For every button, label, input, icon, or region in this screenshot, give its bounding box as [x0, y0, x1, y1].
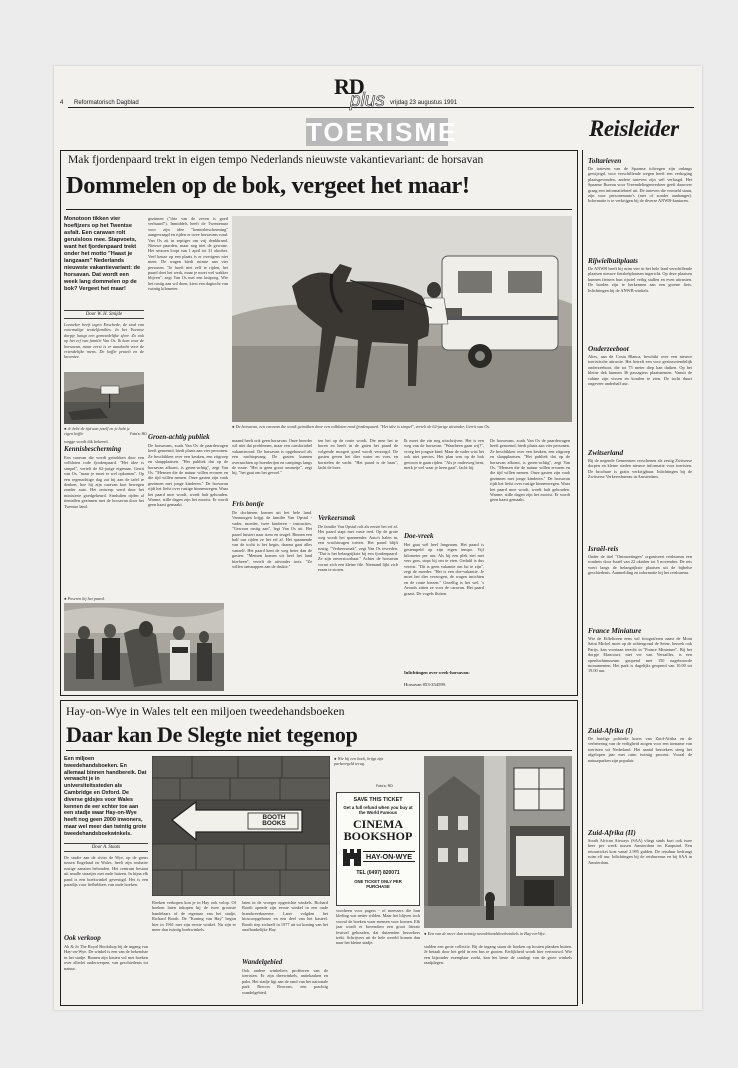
section-title: TOERISME: [306, 117, 458, 147]
article-2-col3-text: laten in de vroeger opgerichte winkels. Richard Booth opende zijn eerste winkel in een oude brandweerkazerne. Later volgden het bioscoopgebouw en een deel van het kasteel. Booth riep zichzelf in 1977 uit tot koning van het onafhankelijke Hay.: [242, 900, 328, 933]
article-1-lead: Monotoon tikken vier hoefijzers op het Twentse asfalt. Een caravan rolt geruisloos mee. Stapvoets, want het fjordenpaard trekt onder het motto "Haast je langzaam" Nederlands nieuwste vakantievariant: de horsavan. Dat wordt een week lang dommelen op de bok? Vergeet het maar!: [64, 216, 141, 292]
sidebar-body-5: Wie de Eiffeltoren eens wil fotograferen naast de Mont Saint Michel moet op de achtergrond de Seine, bezoek ook Parijs, kan voortaan terecht in "France Miniature". Bij het dorpje Elancourt, niet ver van Versailles, is een openluchtmuseum geopend met 150 nagebouwde monumenten. Het park is dagelijks geopend van 10.00 tot 19.00 uur.: [588, 636, 692, 674]
ticket-place: HAY-ON-WYE: [363, 851, 415, 862]
article-2-col2-text: Boeken verkopen kon je in Hay ook volop. Of boeken laten inkopen bij de twee grootste handelaars of de eigenaar van het stadje, Richard Booth. De "Koning van Hay" begon hier in 1961 met zijn eerste winkel. Nu zijn er meer dan twintig boekwinkels.: [152, 900, 236, 933]
article-2-text1: De studie aan de rivier de Wye, op de grens tussen Engeland en Wales, heeft zijn roubaire rustige aanzien behouden. Het centrum bestaat uit smalle straatjes met oude huizen. In bijna elk pand is een boekwinkel gevestigd. Het is een paradijs voor liefhebbers van oude boeken.: [64, 855, 148, 888]
subhead-groen: Groen-achtig publiek: [148, 433, 210, 441]
ticket-offer: Get a full refund when you buy at the World Famous: [343, 805, 413, 815]
caption-sign: [64, 426, 134, 436]
article-1-col3-text2: De dochteren komen uit het hele land. Vanmorgen krijgt de familie Van Opstal - vader, moeder, twee kinderen - instructies. "Gewoon rustig aan", legt Van Os uit. Het paard luistert naar stem en teugel. Binnen een half uur rijden ze het erf af. Het spannende van de tocht is het begin, daarna gaat alles vanzelf. Het paard kent de weg beter dan de gasten. "Mensen komen uit heel het land hierheen", vertelt de uitvinder trots. "Ze willen ontsnappen aan de drukte.": [232, 510, 312, 570]
subhead-fris: Fris bontje: [232, 500, 264, 508]
castle-icon: [341, 845, 363, 867]
reisleider-logo: Reisleider: [589, 116, 679, 141]
sidebar-body-6: De huidige politieke koers van Zuid-Afrika en de verbetering van de veiligheid zorgen voor een toename van toeristen uit Nederland. Het aantal bezoekers steeg het afgelopen jaar met ruim twintig procent. Vooral de natuurparken zijn populair.: [588, 736, 692, 763]
sidebar-title-6: Zuid-Afrika (I): [588, 727, 633, 735]
bullet-icon: ●: [334, 756, 338, 761]
caption-people-text: Poseren bij het paard.: [67, 596, 105, 601]
caption-ticket: [334, 756, 390, 766]
article-1-col5-text2: Het gaat wèl heel langzaam. Het paard is gestempeld op zijn eigen tempo. Vijf kilometer per uur. Als hij een plek ziet met vers gras, stopt hij om te eten. Geduld is dus vereist. "Dit is geen vakantie om lui te zijn", zegt de moeder. "Het is een doe-vakantie. Je moet het dier verzorgen, de wagen inrichten en de route kiezen." Gezellig is het wel. 's Avonds zitten ze voor de caravan. Het paard graast. De vogels fluiten.: [404, 542, 484, 596]
sidebar-title-3: Zwitserland: [588, 449, 624, 457]
caption-main-text: De horsavan, een caravan die wordt getrokken door een volbloten rood fjordenpaard. "Het idee is simpel", vertelt de 62-jarige uitvinder, Gerrit van Os.: [235, 424, 491, 429]
article-1-col5-text: Ik moet die zin nog uitschrijven. Het is een weg van de horsavan. "Waarheen gaan wij?", vroeg het jongste kind. Maar de vader wist het ook niet precies. Het plan was op de bok gewoon te gaan rijden. "Als je onderweg bent, merk je wel waar je heen gaat", lacht hij.: [404, 438, 484, 471]
article-2-headline: Daar kan De Slegte niet tegenop: [66, 722, 358, 747]
ticket-name2: BOOKSHOP: [343, 829, 413, 843]
issue-date: vrijdag 23 augustus 1991: [390, 100, 458, 106]
sidebar-title-7: Zuid-Afrika (II): [588, 829, 636, 837]
logo-plus: plus: [350, 90, 385, 111]
photo-horsavan: [232, 216, 572, 422]
sidebar-title-5: France Miniature: [588, 627, 642, 635]
caption-main: [232, 424, 572, 429]
sidebar-body-1: De ANWB heeft bij ruim vier in het hele land verschillende plaatsen nieuwe fietsbelplaatsen ingericht. Op deze plaatsen kunnen fietsers hun rijwiel veilig stallen en even uitrusten. De borden zijn te herkennen aan een groene fiets. Inlichtingen bij de ANWB-winkels.: [588, 266, 692, 293]
sidebar-body-0: De tarieven van de Spaanse tolwegen zijn onlangs gewijzigd, voor verschillende wegen heeft een verhoging plaatsgevonden, andere tarieven zijn wèl verlaagd. Het Spaanse Bureau voor Vreemdelingenverkeer geeft daarover graag een informatiebrief uit. De tarieven die vermeld staan, zijn voor personenauto's (met of zonder aanhanger). Informatie is te verkrijgen bij de diverse ANWB-kantoren.: [588, 166, 692, 204]
photo-people-horse: [64, 603, 224, 691]
subhead-ook: Ook verkoop: [64, 934, 101, 942]
newspaper-page: [54, 66, 702, 1010]
article-1-col4-text2: De familie Van Opstal rolt als eerste het erf af. Het paard stapt met vaste tred. Op de grote weg wordt het spannender. Auto's halen in, een vrachtwagen toetert. Het paard blijft rustig. "Verkeersmak", zegt Van Os tevreden. "Dat is het belangrijkste bij een fjordenpaard. Ze zijn onverstoorbaar." Achter de horsavan vormt zich een kleine file. Niemand lijkt zich eraan te storen.: [318, 524, 398, 573]
article-2-byline: Door A. Staats: [64, 843, 148, 852]
bullet-icon: ●: [232, 424, 236, 429]
sidebar-body-3: Bij de negende Gemeenten verschenen als zestig Zwitserse dorpen en kleine steden nieuwe informatie voor toeristen. De brochure is gratis verkrijgbaar. Inlichtingen bij de Zwitserse Verkeersbureau in Amsterdam.: [588, 458, 692, 480]
sign-text: BOOTH BOOKS: [262, 814, 286, 828]
article-1-text-b: wegge wordt dik bekeerd.: [64, 439, 109, 444]
article-2-lead: Een miljoen tweedehandsboeken. En allemaal binnen handbereik. Dat verwacht je in universiteitssteden als Cambridge en Oxford. De diverse gidsjes voor Wales kennen de eer echter toe aan een stadje waar Hay-on-Wye heeft nog geen 2000 inwoners, maar wel meer dan twintig grote tweedehandsboekwinkels.: [64, 756, 147, 837]
info-label: Inlichtingen over week-horsavan:: [404, 670, 470, 675]
headline-rule: [66, 209, 572, 210]
caption-street: [424, 931, 572, 936]
sidebar-title-1: Rijwielbuitplaats: [588, 257, 638, 265]
article-1-text-kennis: Een caravan die wordt getrokken door een volbloten rode fjordenpaard. "Het idee is simpel", vertelt de 62-jarige eigenaar, Gerrit van Os, "maar je moet er wel opkomen". Op een regenachtige dag zat hij aan de tafel te denken, hoe hij zijn caravan kon bewegen zonder auto. Het ontwerp werd door het ministerie goedgekeurd. Sindsdien rijden al tientallen gezinnen met de horsavan door het Twentse land.: [64, 455, 144, 509]
logo-rd: RD: [334, 74, 364, 99]
sidebar-title-2: Onderzeeboot: [588, 345, 629, 353]
sidebar-body-4: Onder de titel "Ontmoetingen" organiseert reisbureau een rondreis door Israël van 22 oktober tot 5 november. De reis voert langs de belangrijkste plaatsen uit de bijbelse geschiedenis. Aanmelding en informatie bij het reisbureau.: [588, 554, 692, 576]
caption-ticket-text: Wie bij een boek, krijgt zijn parkeergeld terug.: [334, 756, 384, 766]
article-1-headline: Dommelen op de bok, vergeet het maar!: [66, 172, 470, 199]
subhead-wandel: Wandelgebied: [242, 958, 283, 966]
photo-booth-sign: [152, 756, 330, 896]
article-1-col2-text2: De horsavans, zoals Van Os de paardewagen heeft genoemd, biedt plaats aan vier personen. Ze beschikken over een keuken, een zitgroep en slaapplaatsen. "Het publiek dat op de horsavan afkomt, is groen-achtig", zegt Van Os. "Mensen die de natuur willen ervaren en die tijd willen nemen. Onze gasten zijn vaak gezinnen met jonge kinderen." De horsavan rijdt het liefst over rustige binnenwegen. Waar het paard moe wordt, wordt halt gehouden. Warme, stille dagen zijn het mooist. Er wordt geen haast gemaakt.: [148, 443, 228, 508]
rd-plus-logo: [334, 74, 388, 112]
sidebar: [588, 154, 692, 1000]
cinema-bookshop-ticket: [336, 792, 420, 906]
article-1-col2-text: gezinnen ("drie van de zeven is goed verhuurd"). Inmiddels heeft de Twentenaar voor zijn idee "kennisbescherming" aangevraagd en rijden er twee horsavans rond. Van Os zit in septiger om vrij denkbrand. Nieuwe paarden, maar nog niet de gewone. Het seizoen loopt van 1 april tot 31 oktober. Veel keuze op een plaats is er overigens niet meer. De wagen biedt ruimte aan vier personen. "Je hoeft niet zelf te rijden, het paard doet het werk, maar je moet wel wakker blijven", zegt Van Os met een knipoog. Wie het rustig aan wil doen, kiest een dagtocht van twintig kilometer.: [148, 216, 228, 292]
article-2-col4-text: voorheen voor pagers - of meessers die hun kleding wat netter wilden. Maar het blijven toch vooral de boeken waar mensen voor komen. Elk jaar wordt er bovendien een groot literair festival gehouden, dat duizenden bezoekers trekt. Schrijvers uit de hele wereld komen dan naar het kleine stadje.: [336, 908, 420, 946]
ticket-tel: TEL (0497) 820071: [356, 870, 400, 876]
sidebar-title-0: Toltarieven: [588, 157, 622, 165]
photo-hay-street: [424, 756, 572, 928]
bullet-icon: ●: [64, 596, 68, 601]
caption-street-text: Een van de meer dan twintig tweedehandsboekwinkels in Hay-on-Wye.: [427, 931, 546, 936]
photo-sign-field: [64, 372, 144, 424]
bullet-icon: ●: [64, 426, 68, 431]
article-1-intro: Lonneker heeft tegen Enschede, de stad van voormalige textielfamilies. In het Twentse dorpje hangt een gemoedelijke sfeer. Zo ook op het erf van familie Van Os. Ik kom voor de horsavan, maar eerst is er aandacht voor de vriendelijke mens. De koffie prutelt en de kroentee.: [64, 322, 144, 360]
bullet-icon: ●: [424, 931, 428, 936]
article-1-col6-text: De horsavans, zoals Van Os de paardewagen heeft genoemd, biedt plaats aan vier personen. Ze beschikken over een keuken, een zitgroep en slaapplaatsen. "Het publiek dat op de horsavan afkomt, is groen-achtig", zegt Van Os. "Mensen die de natuur willen ervaren en die tijd willen nemen. Onze gasten zijn vaak gezinnen met jonge kinderen." De horsavan rijdt het liefst over rustige binnenwegen. Waar het paard moe wordt, wordt halt gehouden. Warme, stille dagen zijn het mooist. Er wordt geen haast gemaakt.: [490, 438, 570, 503]
page-number: 4: [60, 100, 64, 106]
subhead-kennis: Kennisbescherming: [64, 445, 122, 453]
article-1-kicker: Mak fjordenpaard trekt in eigen tempo Nederlands nieuwste vakantievariant: de horsavan: [68, 153, 484, 166]
paper-name: Reformatorisch Dagblad: [74, 100, 139, 106]
article-1-col4-text: ten het op de route wordt. Die men het te horen en heeft in de gaten het paard de volgende morgen goed wordt verzorgd. De gasten geven het dier water en voer, en borstelen de vacht. "Het paard is de baas", lacht de boer.: [318, 438, 398, 471]
photo-credit-sign: Foto's: RD: [130, 432, 147, 436]
article-2-col3-text2: Ook andere winkeliers profiteren van de toeristen. Er zijn theewinkels, antiekzaken en pubs. Het stadje ligt aan de rand van het nationale park Brecon Beacons, een prachtig wandelgebied.: [242, 968, 328, 995]
subhead-verkeer: Verkeersmak: [318, 514, 356, 522]
photo-credit-2: Foto's: RD: [376, 784, 393, 788]
headline-2-rule: [66, 750, 572, 751]
ticket-top: SAVE THIS TICKET: [353, 797, 403, 803]
article-2-text2: Ah & Jo The Royal Bookshop bij de ingang van Hay-on-Wye. De winkel is een van de bekendste in het stadje. Binnen zijn kasten vol met boeken over allerlei onderwerpen, van geschiedenis tot natuur.: [64, 944, 148, 971]
article-2-col5-text: stalden een grote collectie. Bij de ingang staan de boeken op houten planken buiten. Je betaalt door het geld in een bus te gooien. Eerlijkheid wordt hier vertrouwd. Wie een bijzonder exemplaar zoekt, kan het beste de catalogi van de grote winkels raadplegen.: [424, 944, 572, 966]
caption-sign-text: Je hebt de tijd aan jezelf en je hebt je eigen koffie: [64, 426, 130, 436]
sidebar-body-2: Altes, aan de Costa Blanca, beschikt over een nieuwe toeristische attractie. Het betreft een voor gezinsvriendelijk onderzeeboot, die tot 75 meter diep kan duiken. Op het kleine dek kunnen 36 passagiers plaatsnemen. Vanuit de cabine zijn vissen en koralen te zien. De tocht duurt ongeveer anderhalf uur.: [588, 354, 692, 387]
article-1-col3-text: maand heeft ook geen horsavan. Onze boerder wil niet dat problemen, maar een comfortabel vakantieoord. De horsavan is opgebouwd als een nachtopvang. De gasten kunnen overnachten op boerderijen en campings langs de route. "Het is geen groot ommetje", zegt hij, "het gaat om het gevoel.": [232, 438, 312, 476]
article-1-byline: Door W. H. Smijde: [64, 310, 144, 319]
article-2-kicker: Hay-on-Wye in Wales telt een miljoen tweedehandsboeken: [66, 704, 345, 718]
subhead-doe: Doe-vreek: [404, 532, 434, 540]
sidebar-body-7: South African Airways (SAA) vliegt sinds kort ook twee keer per week tussen Amsterdam en Kaapstad. Een retourticket kost vanaf 2.995 gulden. De reisduur bedraagt ruim elf uur. Inlichtingen bij de reisbureaus en bij SAA in Amsterdam.: [588, 838, 692, 865]
ticket-name1: CINEMA: [353, 817, 403, 831]
info-contact: Horsavan 053-354599.: [404, 682, 447, 687]
ticket-footer: ONE TICKET ONLY PER PURCHASE: [354, 879, 402, 889]
caption-people: [64, 596, 144, 601]
sidebar-title-4: Israël-reis: [588, 545, 619, 553]
